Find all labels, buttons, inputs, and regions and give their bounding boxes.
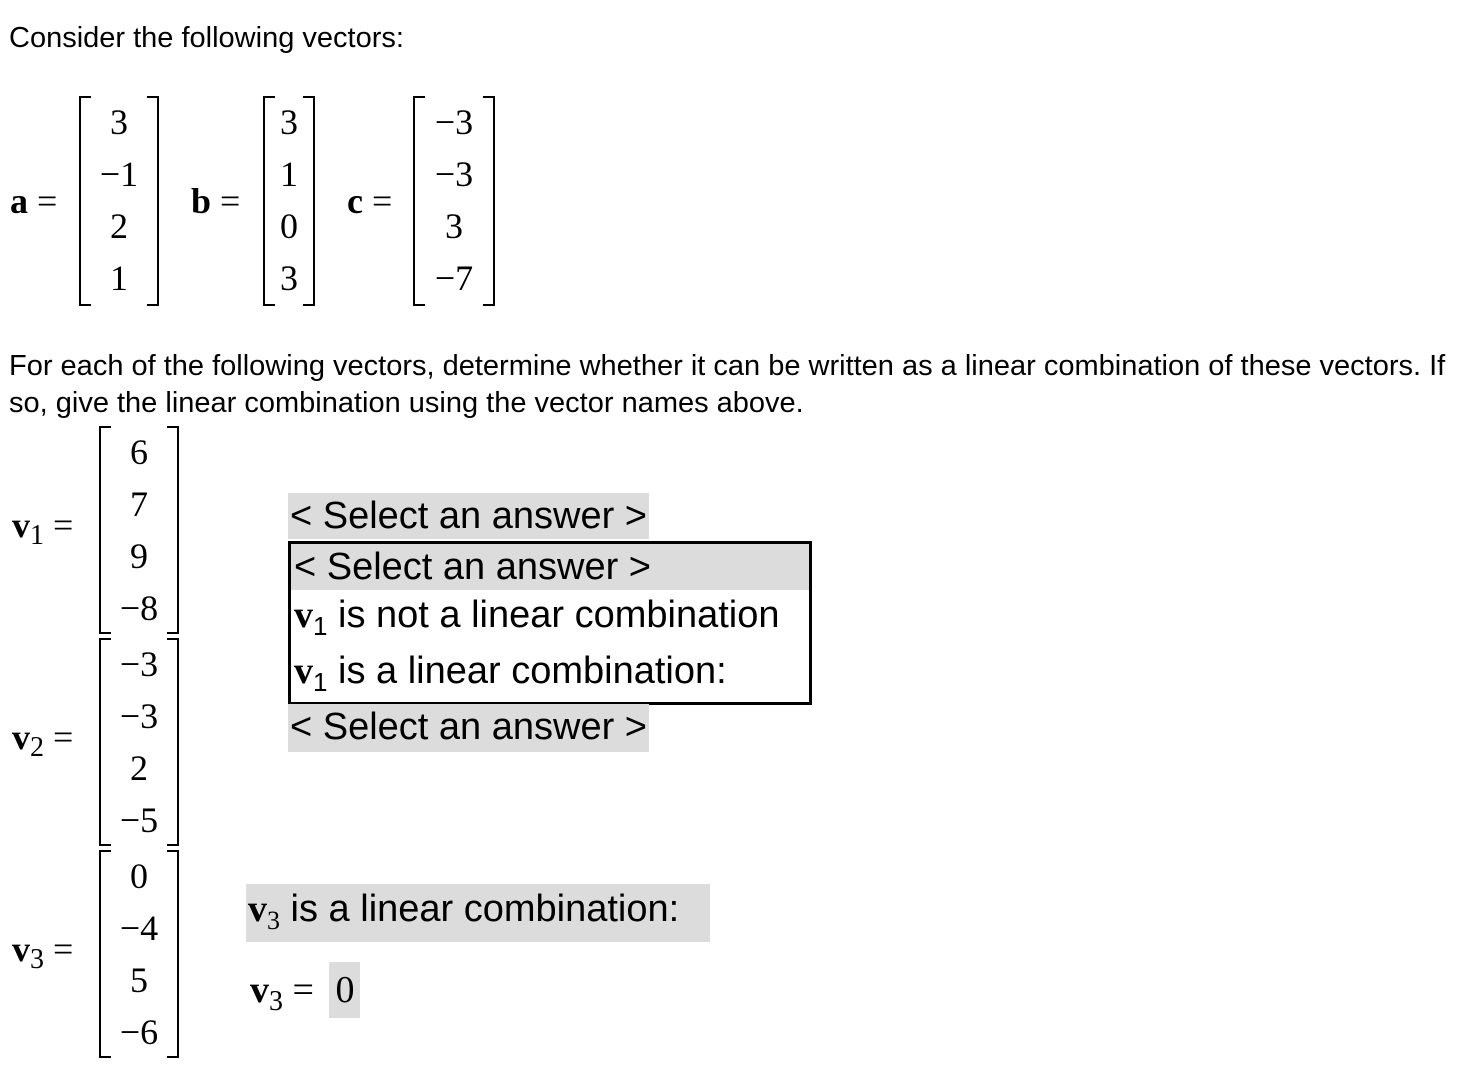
vector-a-entry: 1: [110, 258, 128, 298]
v1-option-not-linear-combination[interactable]: $v_1$ is not a linear combination: [294, 594, 780, 641]
v3-equation: $v_3 = 0$: [250, 962, 360, 1022]
vector-a-entry: 3: [110, 102, 128, 142]
vector-a-entry: 2: [110, 206, 128, 246]
vector-b-label: b =: [191, 181, 241, 221]
vector-v3-matrix: [99, 850, 179, 1058]
vector-v2-entry: −3: [119, 696, 159, 736]
v2-answer-select[interactable]: < Select an answer >: [288, 704, 649, 752]
vector-v3-entry: 0: [130, 856, 148, 896]
vector-v2-matrix: [99, 638, 179, 846]
vector-c-entry: −7: [434, 258, 474, 298]
v3-answer-select[interactable]: $v_3$ is a linear combination:: [246, 884, 710, 942]
vector-v1-entry: 6: [130, 432, 148, 472]
vector-c-label: c =: [347, 181, 393, 221]
vector-c-entry: −3: [434, 102, 474, 142]
vector-v2-entry: 2: [130, 748, 148, 788]
vector-a-matrix: [79, 96, 159, 306]
vector-a-label: a =: [10, 181, 58, 221]
question-prompt: For each of the following vectors, determine whether it can be written as a linear combination of these vectors. If so, give the linear combination using the vector names above.: [9, 350, 1446, 419]
v1-answer-dropdown-list: [288, 541, 812, 705]
intro-text: Consider the following vectors:: [9, 22, 404, 54]
vector-b-entry: 1: [280, 154, 298, 194]
vector-b-entry: 0: [280, 206, 298, 246]
v1-option-is-linear-combination[interactable]: $v_1$ is a linear combination:: [294, 650, 727, 697]
vector-b-matrix: [263, 96, 315, 306]
v3-combination-input[interactable]: 0: [329, 962, 360, 1018]
vector-v1-entry: −8: [119, 588, 159, 628]
vector-v2-label: v2 =: [12, 717, 74, 763]
vector-b-entry: 3: [280, 102, 298, 142]
vector-v1-matrix: [99, 426, 179, 634]
vector-v2-entry: −5: [119, 800, 159, 840]
vector-c-entry: −3: [434, 154, 474, 194]
vector-b-entry: 3: [280, 258, 298, 298]
vector-v1-entry: 9: [130, 536, 148, 576]
vector-v3-entry: 5: [130, 960, 148, 1000]
vector-v3-entry: −6: [119, 1012, 159, 1052]
vector-v2-entry: −3: [119, 644, 159, 684]
vector-c-matrix: [413, 96, 495, 306]
vector-c-entry: 3: [445, 206, 463, 246]
v1-answer-select[interactable]: < Select an answer >: [290, 495, 647, 537]
vector-v3-entry: −4: [119, 908, 159, 948]
vector-v1-entry: 7: [130, 484, 148, 524]
v1-option-select-answer[interactable]: < Select an answer >: [291, 544, 809, 590]
vector-a-entry: −1: [99, 154, 139, 194]
vector-v1-label: v1 =: [12, 505, 74, 551]
vector-v3-label: v3 =: [12, 929, 74, 975]
